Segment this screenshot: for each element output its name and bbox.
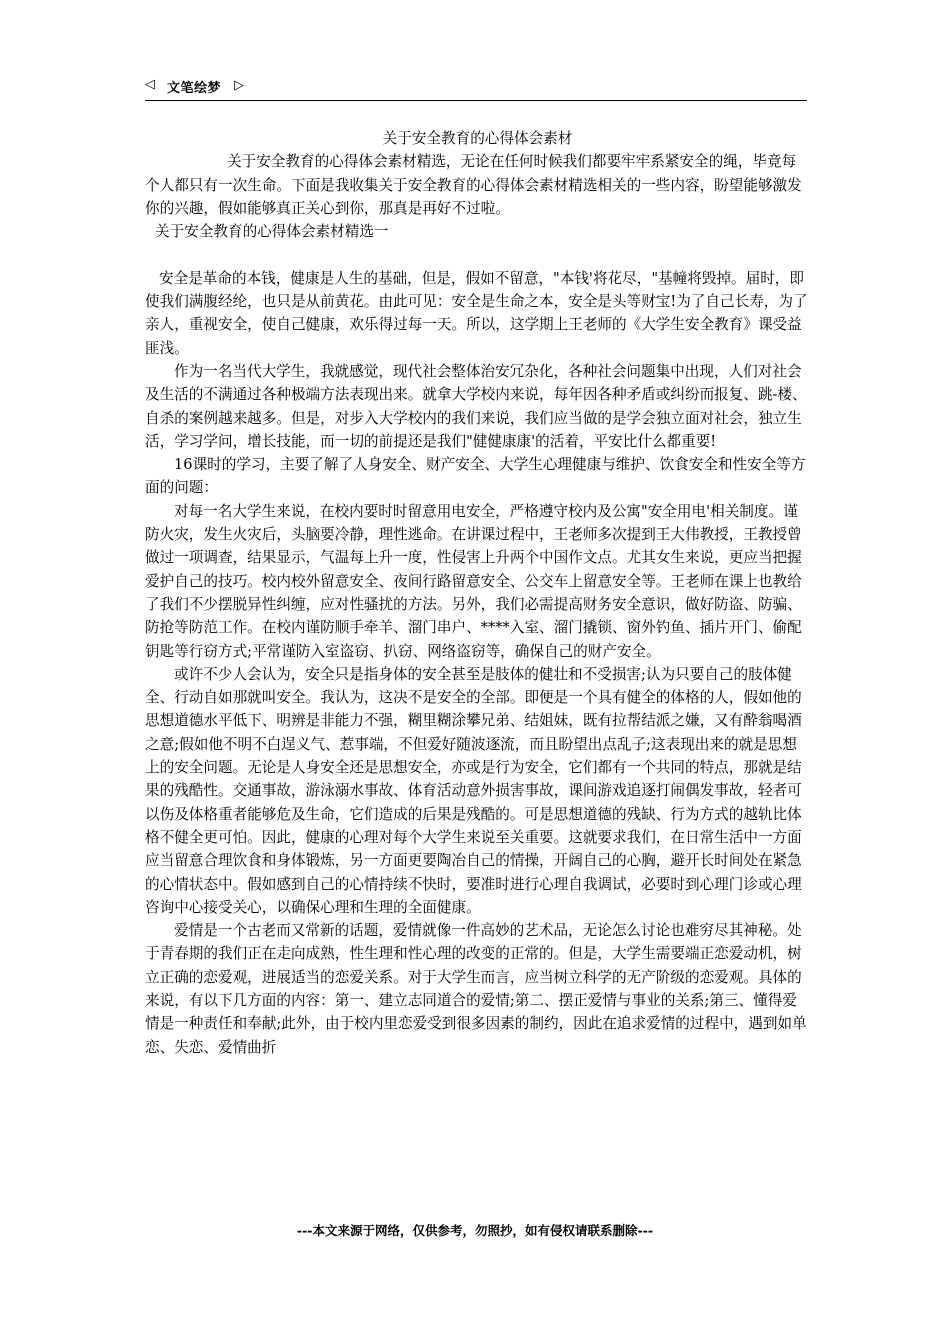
left-triangle-icon: ◁ xyxy=(145,77,155,92)
document-title: 关于安全教育的心得体会素材 xyxy=(382,130,573,147)
footer-notice: ---本文来源于网络，仅供参考，勿照抄，如有侵权请联系删除--- xyxy=(296,1223,654,1238)
right-triangle-icon: ▷ xyxy=(234,78,244,93)
intro-paragraph: 关于安全教育的心得体会素材精选，无论在任何时候我们都要牢牢系紧安全的绳，毕竟每个人都只有一次生命。下面是我收集关于安全教育的心得体会素材精选相关的一些内容，盼望能够激发你的兴趣，假如能够真正关心到你，那真是再好不过啦。 xyxy=(145,153,802,217)
body-paragraph: 爱情是一个古老而又常新的话题，爱情就像一件高妙的艺术品，无论怎么讨论也难穷尽其神秘。处于青春期的我们正在走向成熟，性生理和性心理的改变的正常的。但是，大学生需要端正恋爱动机，树立正确的恋爱观，进展适当的恋爱关系。对于大学生而言，应当树立科学的无产阶级的恋爱观。具体的来说，有以下几方面的内容：第一、建立志同道合的爱情;第二、摆正爱情与事业的关系;第三、懂得爱情是一种责任和奉献;此外，由于校内里恋爱受到很多因素的制约，因此在追求爱情的过程中，遇到如单恋、失恋、爱情曲折 xyxy=(145,922,807,1056)
body-paragraph: 对每一名大学生来说，在校内要时时留意用电安全，严格遵守校内及公寓"安全用电'相关制度。谨防火灾，发生火灾后，头脑要冷静，理性逃命。在讲课过程中，王老师多次提到王大伟教授，王教授曾做过一项调查，结果显示，气温每上升一度，性侵害上升两个中国作文点。尤其女生来说，更应当把握爱护自己的技巧。校内校外留意安全、夜间行路留意安全、公交车上留意安全等。王老师在课上也教给了我们不少摆脱异性纠缠，应对性骚扰的方法。另外，我们必需提高财务安全意识，做好防盗、防骗、防抢等防范工作。在校内谨防顺手牵羊、溜门串户、****入室、溜门撬锁、窗外钓鱼、插片开门、偷配钥匙等行窃方式;平常谨防入室盗窃、扒窃、网络盗窃等，确保自己的财产安全。 xyxy=(145,502,802,660)
document-body xyxy=(145,127,810,1059)
body-paragraph: 16课时的学习，主要了解了人身安全、财产安全、大学生心理健康与维护、饮食安全和性安全等方面的问题： xyxy=(145,456,806,497)
body-paragraph: 安全是革命的本钱，健康是人生的基础，但是，假如不留意，"本钱'将花尽，"基幢将毁掉。届时，即使我们满腹经纶，也只是从前黄花。由此可见：安全是生命之本，安全是头等财宝!为了自己长寿，为了亲人，重视安全，使自己健康，欢乐得过每一天。所以，这学期上王老师的《大学生安全教育》课受益匪浅。 xyxy=(145,269,808,357)
page-header xyxy=(145,74,807,101)
brand-name: 文笔绘梦 xyxy=(167,81,222,96)
body-paragraph: 作为一名当代大学生，我就感觉，现代社会整体治安冗杂化，各种社会问题集中出现，人们对社会及生活的不满通过各种极端方法表现出来。就拿大学校内来说，每年因各种矛盾或纠纷而报复、跳-楼、自杀的案例越来越多。但是，对步入大学校内的我们来说，我们应当做的是学会独立面对社会，独立生活，学习学问，增长技能，而一切的前提还是我们"健健康康'的活着，平安比什么都重要! xyxy=(145,362,807,450)
section-heading: 关于安全教育的心得体会素材精选一 xyxy=(155,223,389,241)
body-paragraph: 或许不少人会认为，安全只是指身体的安全甚至是肢体的健壮和不受损害;认为只要自己的肢体健全、行动自如那就叫安全。我认为，这决不是安全的全部。即便是一个具有健全的体格的人，假如他的思想道德水平低下、明辨是非能力不强，糊里糊涂攀兄弟、结姐妹，既有拉帮结派之嫌，又有酔翁喝酒之意;假如他不明不白逞义气、惹事端，不但爱好随波逐流，而且盼望出点乱子;这表现出来的就是思想上的安全问题。无论是人身安全还是思想安全，亦或是行为安全，它们都有一个共同的特点，那就是结果的残酷性。交通事故，游泳溺水事故、体育活动意外损害事故，课间游戏追逐打闹偶发事故，轻者可以伤及体格重者能够危及生命，它们造成的后果是残酷的。可是思想道德的残缺、行为方式的越轨比体格不健全更可怕。因此，健康的心理对每个大学生来说至关重要。这就要求我们，在日常生活中一方面应当留意合理饮食和身体锻炼，另一方面更要陶冶自己的情操，开阔自己的心胸，避开长时间处在紧急的心情状态中。假如感到自己的心情持续不快时，要准时进行心理自我调试，必要时到心理门诊或心理咨询中心接受关心，以确保心理和生理的全面健康。 xyxy=(145,665,802,916)
